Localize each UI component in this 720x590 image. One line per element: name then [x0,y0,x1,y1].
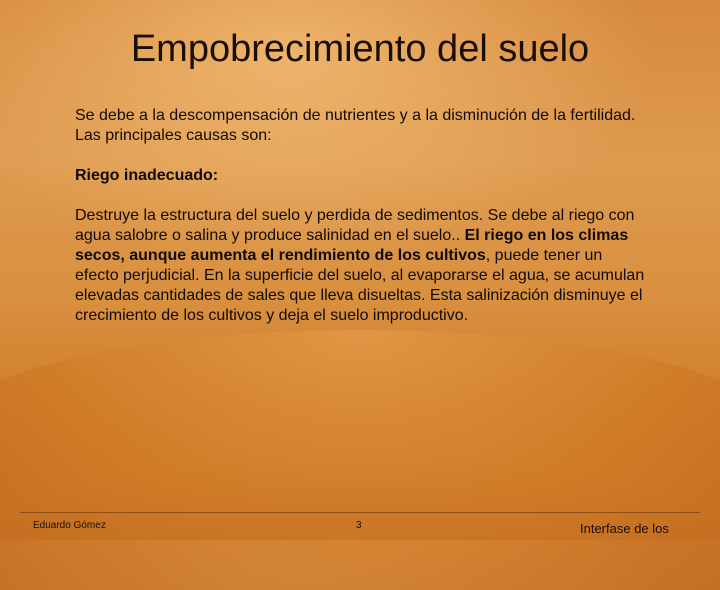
footer-page-number: 3 [356,520,362,531]
footer-author: Eduardo Gómez [33,520,106,531]
footer-title: Interfase de los [580,521,669,536]
intro-text [75,106,645,146]
intro-line-2: Las principales causas son: [75,127,272,144]
body-paragraph [75,206,645,326]
slide-title: Empobrecimiento del suelo [130,28,590,70]
body-text-bold: El riego en los climas secos, aunque aumenta el rendimiento de los cultivos [75,227,629,264]
body-text-2: , puede tener un efecto perjudicial. En la superficie del suelo, al evaporarse el agua, se acumulan elevadas cantidades de sales que lleva disueltas. Esta salinización disminuye el crecimiento de los cultivos y deja el suelo improductivo. [75,247,645,324]
slide-content [75,106,645,326]
footer-divider [20,512,700,513]
intro-line-1: Se debe a la descompensación de nutrientes y a la disminución de la fertilidad. [75,107,636,124]
section-heading: Riego inadecuado: [75,167,219,184]
background-dune [0,330,720,590]
body-text-1: Destruye la estructura del suelo y perdida de sedimentos. Se debe al riego con agua salobre o salina y produce salinidad en el suelo.. [75,207,635,244]
